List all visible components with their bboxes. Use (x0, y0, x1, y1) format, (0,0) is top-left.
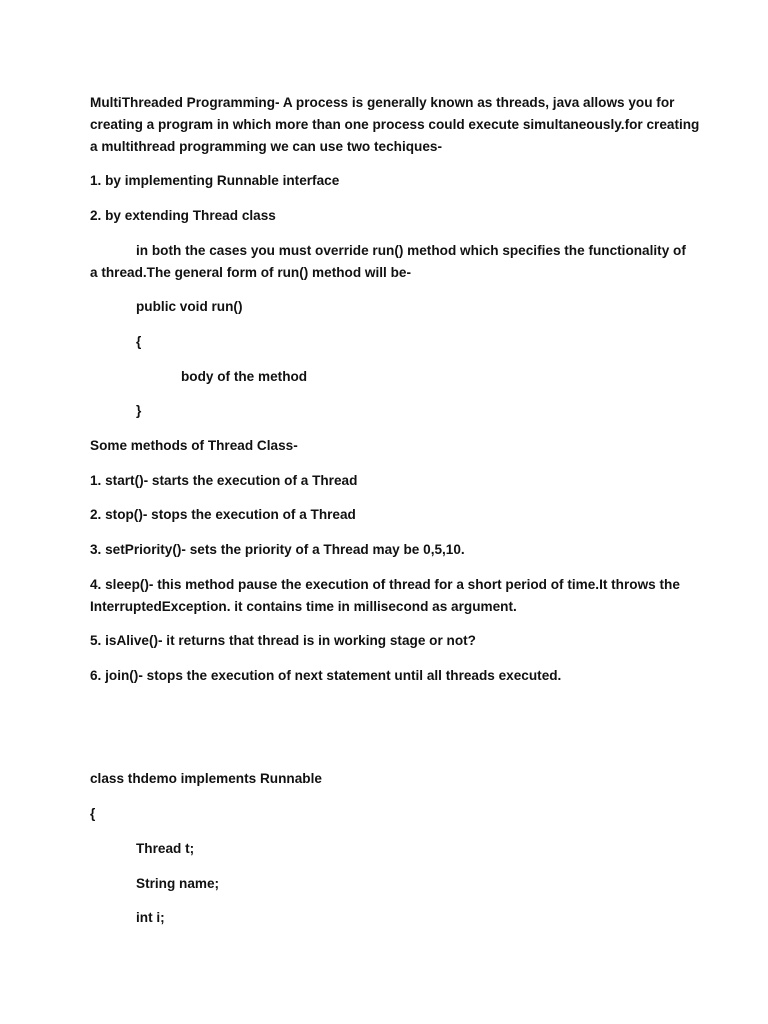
methods-heading: Some methods of Thread Class- (90, 438, 298, 453)
run-close-brace: } (136, 403, 142, 418)
run-body: body of the method (181, 369, 308, 384)
code-field: String name; (136, 876, 220, 891)
code-class-declaration: class thdemo implements Runnable (90, 771, 322, 786)
method-item: 2. stop()- stops the execution of a Thread (90, 507, 356, 522)
method-item: 3. setPriority()- sets the priority of a Thread may be 0,5,10. (90, 542, 465, 557)
code-open-brace: { (90, 806, 96, 821)
run-open-brace: { (136, 334, 142, 349)
override-note-line-1: in both the cases you must override run() method which specifies the functionality of (136, 243, 686, 258)
sleep-method-line-1: 4. sleep()- this method pause the execution of thread for a short period of time.It throws the (90, 577, 680, 592)
sleep-method-line-2: InterruptedException. it contains time in millisecond as argument. (90, 599, 517, 614)
method-item: 6. join()- stops the execution of next statement until all threads executed. (90, 668, 562, 683)
code-field: Thread t; (136, 841, 195, 856)
override-note-line-2: a thread.The general form of run() method will be- (90, 265, 411, 280)
run-signature: public void run() (136, 299, 243, 314)
method-item: 5. isAlive()- it returns that thread is in working stage or not? (90, 633, 476, 648)
method-item: 1. start()- starts the execution of a Thread (90, 473, 358, 488)
technique-item: 2. by extending Thread class (90, 208, 276, 223)
technique-item: 1. by implementing Runnable interface (90, 173, 340, 188)
intro-line-3: a multithread programming we can use two techiques- (90, 139, 442, 154)
code-field: int i; (136, 910, 165, 925)
intro-line-2: creating a program in which more than one process could execute simultaneously.for creating (90, 117, 700, 132)
intro-line-1: MultiThreaded Programming- A process is generally known as threads, java allows you for (90, 95, 675, 110)
